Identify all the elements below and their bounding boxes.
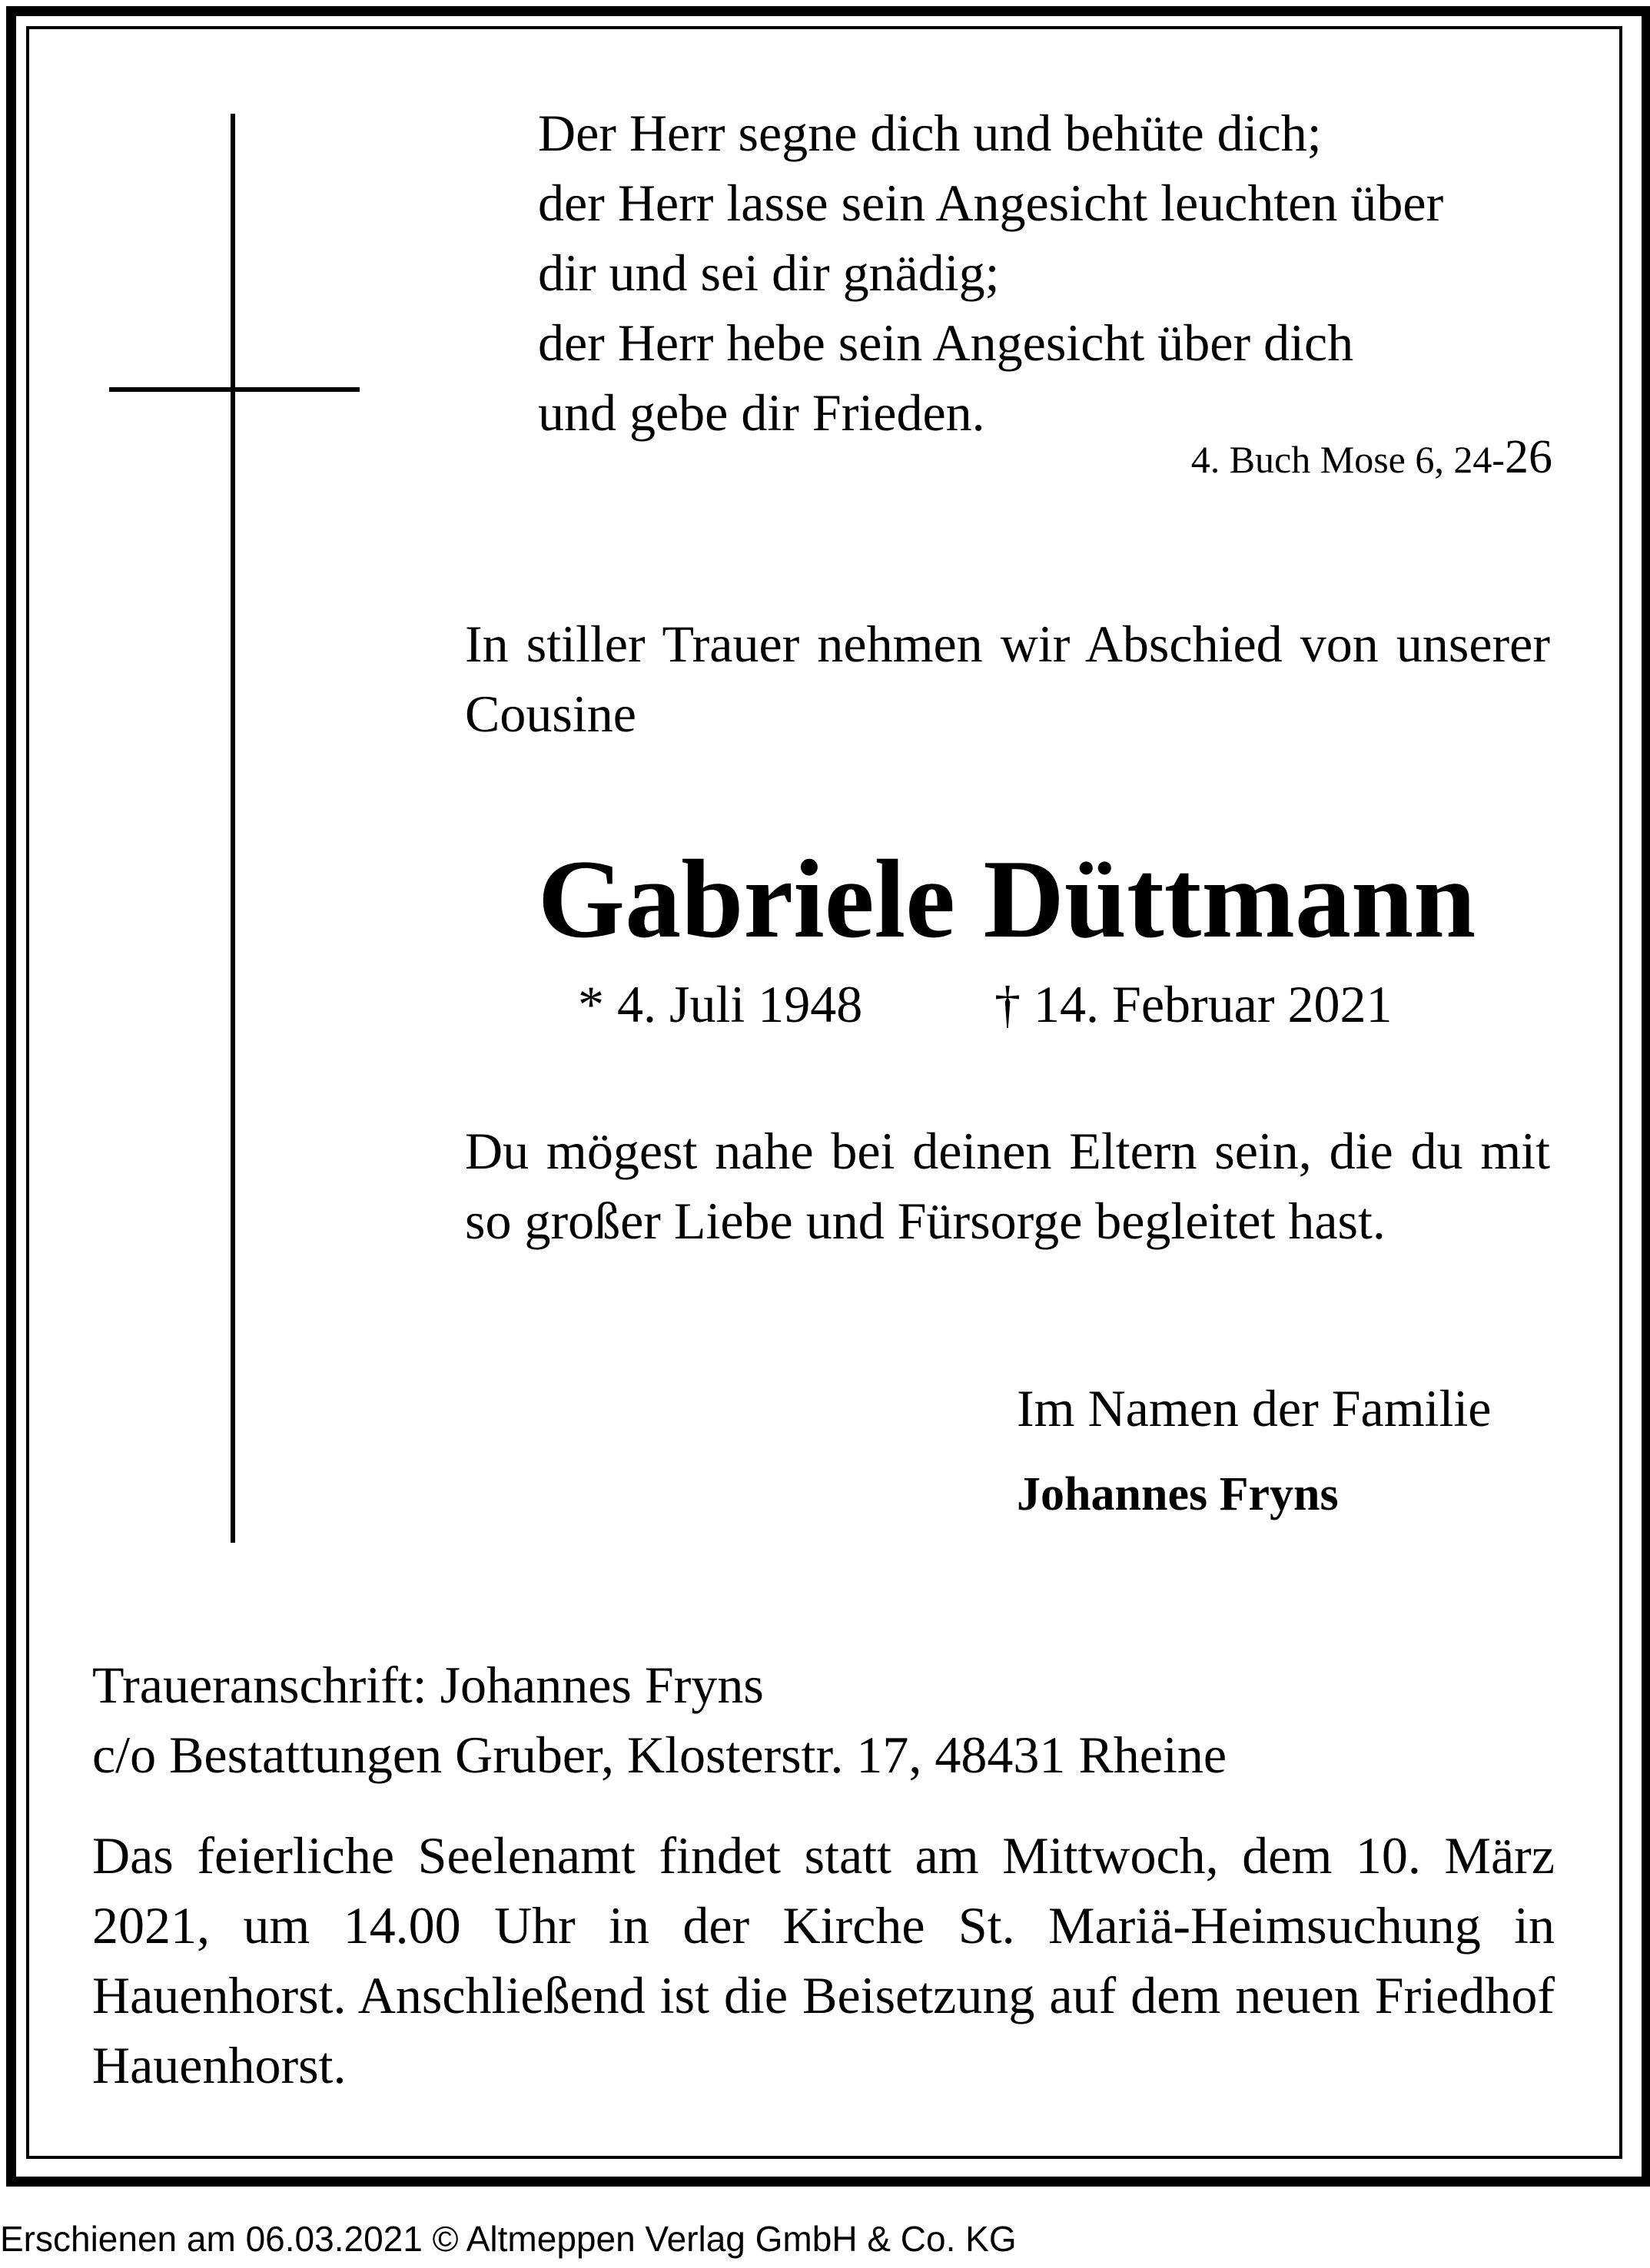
publication-footer: Erschienen am 06.03.2021 © Altmeppen Verlag GmbH & Co. KG bbox=[0, 2219, 1017, 2259]
intro-text: In stiller Trauer nehmen wir Abschied von unserer Cousine bbox=[465, 615, 1550, 743]
cross-icon bbox=[231, 114, 235, 1543]
verse-line: dir und sei dir gnädig; bbox=[538, 244, 1000, 302]
verse-reference-main: 4. Buch Mose 6, 24- bbox=[1190, 438, 1505, 481]
verse-reference-end: 26 bbox=[1505, 431, 1552, 483]
life-dates bbox=[578, 973, 1577, 1035]
verse-line: Der Herr segne dich und behüte dich; bbox=[538, 104, 1322, 162]
birth-date: * 4. Juli 1948 bbox=[578, 975, 863, 1033]
death-date: † 14. Februar 2021 bbox=[994, 975, 1393, 1033]
deceased-name: Gabriele Düttmann bbox=[537, 837, 1476, 961]
verse-reference bbox=[999, 430, 1552, 486]
verse-line: und gebe dir Frieden. bbox=[538, 383, 985, 442]
signatory-name: Johannes Fryns bbox=[1017, 1468, 1339, 1520]
address-line: Traueranschrift: Johannes Fryns bbox=[92, 1656, 764, 1714]
mourning-address bbox=[92, 1650, 1552, 1790]
farewell-text: Du mögest nahe bei deinen Eltern sein, die du mit so großer Liebe und Fürsorge begleitet hast. bbox=[465, 1122, 1550, 1250]
verse-line: der Herr lasse sein Angesicht leuchten über bbox=[538, 174, 1444, 232]
verse-line: der Herr hebe sein Angesicht über dich bbox=[538, 313, 1354, 372]
family-label: Im Namen der Familie bbox=[1017, 1379, 1492, 1437]
address-line: c/o Bestattungen Gruber, Klosterstr. 17, 48431 Rheine bbox=[92, 1726, 1227, 1784]
service-notice: Das feierliche Seelenamt findet statt am Mittwoch, dem 10. März 2021, um 14.00 Uhr in der Kirche St. Mariä-Heimsuchung in Hauenhorst. Anschließend ist die Beisetzung auf dem neuen Friedhof Hauenhorst. bbox=[92, 1826, 1555, 2094]
cross-icon-crossbar bbox=[109, 387, 360, 392]
bible-verse bbox=[538, 98, 1583, 448]
